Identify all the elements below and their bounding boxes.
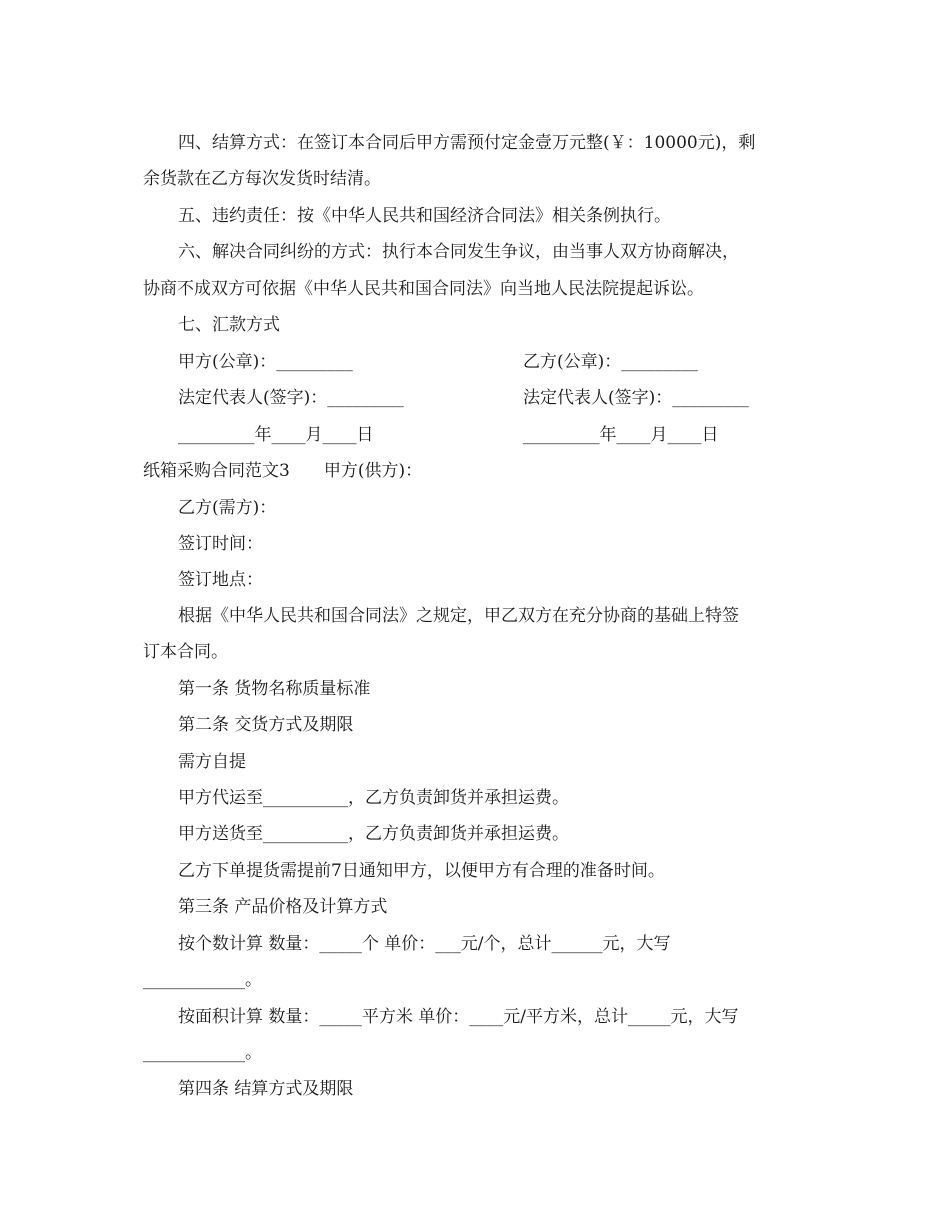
price-by-count-continued: ____________。: [143, 970, 262, 990]
party-b-seal: 乙方(公章)：_________: [523, 352, 698, 372]
signing-time: 签订时间：: [178, 534, 263, 554]
clause-6-continued: 协商不成双方可依据《中华人民共和国合同法》向当地人民法院提起诉讼。: [143, 279, 704, 299]
article-2-heading: 第二条 交货方式及期限: [178, 715, 354, 735]
article-4-heading: 第四条 结算方式及期限: [178, 1079, 354, 1099]
party-a-date: _________年____月____日: [178, 425, 374, 445]
clause-6-disputes: 六、解决合同纠纷的方式：执行本合同发生争议，由当事人双方协商解决，: [178, 242, 739, 262]
article-3-heading: 第三条 产品价格及计算方式: [178, 897, 388, 917]
price-by-area: 按面积计算 数量：_____平方米 单价：____元/平方米，总计_____元，大写: [178, 1007, 739, 1027]
party-b-buyer: 乙方(需方)：: [178, 498, 277, 518]
party-b-representative: 法定代表人(签字)：_________: [523, 388, 749, 408]
party-a-seal: 甲方(公章)：_________: [178, 352, 353, 372]
buyer-pickup: 需方自提: [178, 752, 246, 772]
contract-3-title: 纸箱采购合同范文3 甲方(供方)：: [143, 461, 423, 481]
clause-4-continued: 余货款在乙方每次发货时结清。: [143, 169, 381, 189]
clause-4-settlement: 四、结算方式：在签订本合同后甲方需预付定金壹万元整(￥：10000元)，剩: [178, 133, 756, 153]
price-by-count: 按个数计算 数量：_____个 单价：___元/个，总计______元，大写: [178, 934, 671, 954]
article-1-heading: 第一条 货物名称质量标准: [178, 679, 371, 699]
party-a-representative: 法定代表人(签字)：_________: [178, 388, 404, 408]
preamble-continued: 订本合同。: [143, 642, 228, 662]
signing-place: 签订地点：: [178, 570, 263, 590]
clause-5-liability: 五、违约责任：按《中华人民共和国经济合同法》相关条例执行。: [178, 206, 671, 226]
price-by-area-continued: ____________。: [143, 1043, 262, 1063]
preamble: 根据《中华人民共和国合同法》之规定，甲乙双方在充分协商的基础上特签: [178, 606, 739, 626]
seller-ships-to: 甲方代运至__________，乙方负责卸货并承担运费。: [178, 788, 569, 808]
seller-delivers-to: 甲方送货至__________，乙方负责卸货并承担运费。: [178, 824, 569, 844]
party-b-date: _________年____月____日: [523, 425, 719, 445]
clause-7-remittance: 七、汇款方式: [178, 315, 280, 335]
order-notice: 乙方下单提货需提前7日通知甲方，以便甲方有合理的准备时间。: [178, 861, 665, 881]
